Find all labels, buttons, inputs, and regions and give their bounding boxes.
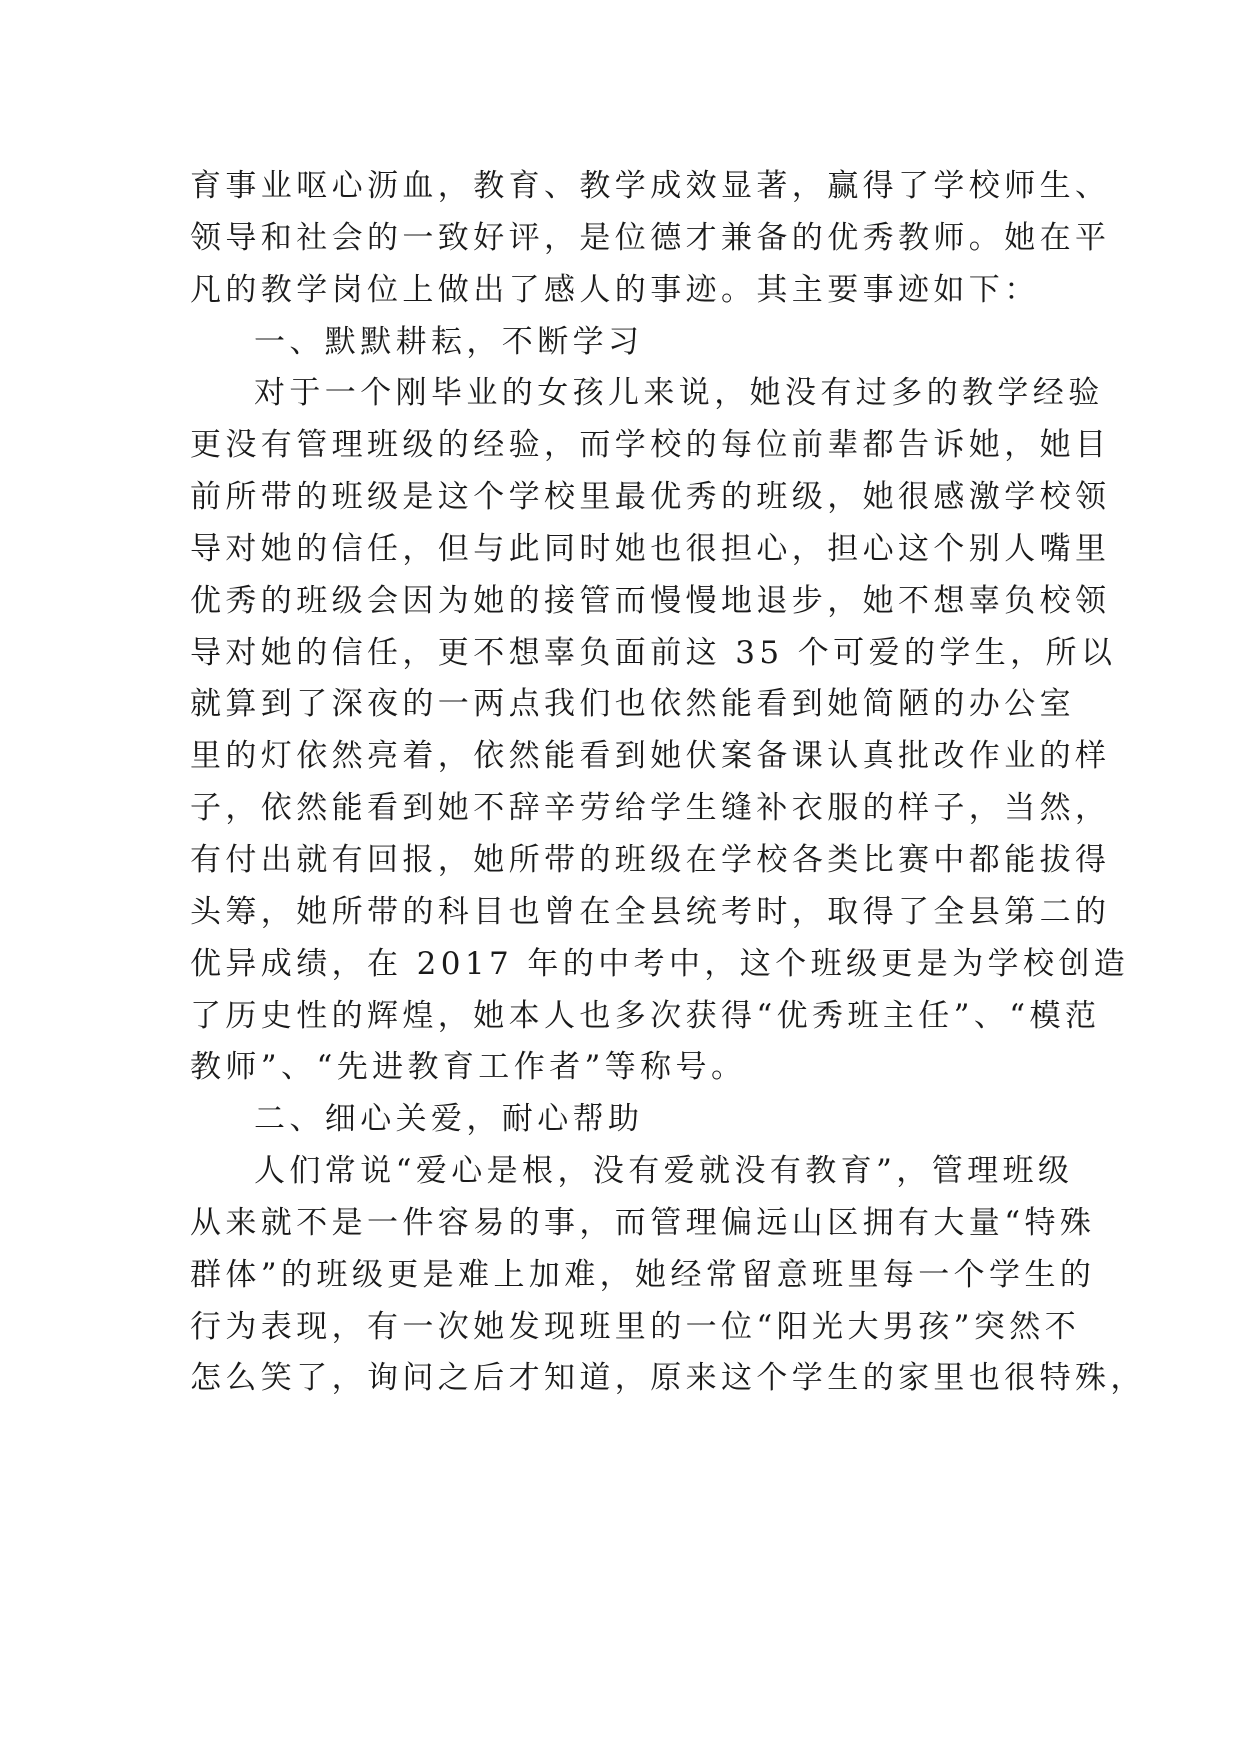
text-line: 有付出就有回报，她所带的班级在学校各类比赛中都能拔得 — [190, 841, 1111, 878]
text-line: 优秀的班级会因为她的接管而慢慢地退步，她不想辜负校领 — [190, 582, 1111, 619]
text-line: 优异成绩，在 2017 年的中考中，这个班级更是为学校创造 — [190, 945, 1130, 982]
text-line: 头筹，她所带的科目也曾在全县统考时，取得了全县第二的 — [190, 893, 1111, 930]
text-line: 导对她的信任，更不想辜负面前这 35 个可爱的学生，所以 — [190, 634, 1117, 671]
text-line: 前所带的班级是这个学校里最优秀的班级，她很感激学校领 — [190, 479, 1111, 516]
text-line: 更没有管理班级的经验，而学校的每位前辈都告诉她，她目 — [190, 427, 1111, 464]
section-heading: 一、默默耕耘，不断学习 — [254, 323, 644, 360]
text-line: 子，依然能看到她不辞辛劳给学生缝补衣服的样子，当然， — [190, 790, 1111, 827]
text-line: 导对她的信任，但与此同时她也很担心，担心这个别人嘴里 — [190, 530, 1111, 567]
body-text — [190, 161, 1146, 1405]
text-line: 人们常说“爱心是根，没有爱就没有教育”，管理班级 — [254, 1153, 1074, 1190]
text-line: 里的灯依然亮着，依然能看到她伏案备课认真批改作业的样 — [190, 738, 1111, 775]
text-line: 教师”、“先进教育工作者”等称号。 — [190, 1049, 747, 1086]
text-line: 对于一个刚毕业的女孩儿来说，她没有过多的教学经验 — [254, 375, 1104, 412]
section-heading: 二、细心关爱，耐心帮助 — [254, 1101, 644, 1138]
text-line: 群体”的班级更是难上加难，她经常留意班里每一个学生的 — [190, 1256, 1096, 1293]
text-line: 育事业呕心沥血，教育、教学成效显著，赢得了学校师生、 — [190, 168, 1111, 204]
text-line: 领导和社会的一致好评，是位德才兼备的优秀教师。她在平 — [190, 219, 1111, 256]
text-line: 怎么笑了，询问之后才知道，原来这个学生的家里也很特殊， — [190, 1360, 1146, 1397]
text-line: 了历史性的辉煌，她本人也多次获得“优秀班主任”、“模范 — [190, 997, 1101, 1034]
text-line: 就算到了深夜的一两点我们也依然能看到她简陋的办公室 — [190, 686, 1075, 723]
text-line: 凡的教学岗位上做出了感人的事迹。其主要事迹如下： — [190, 271, 1040, 308]
text-line: 行为表现，有一次她发现班里的一位“阳光大男孩”突然不 — [190, 1308, 1081, 1345]
text-line: 从来就不是一件容易的事，而管理偏远山区拥有大量“特殊 — [190, 1204, 1096, 1241]
